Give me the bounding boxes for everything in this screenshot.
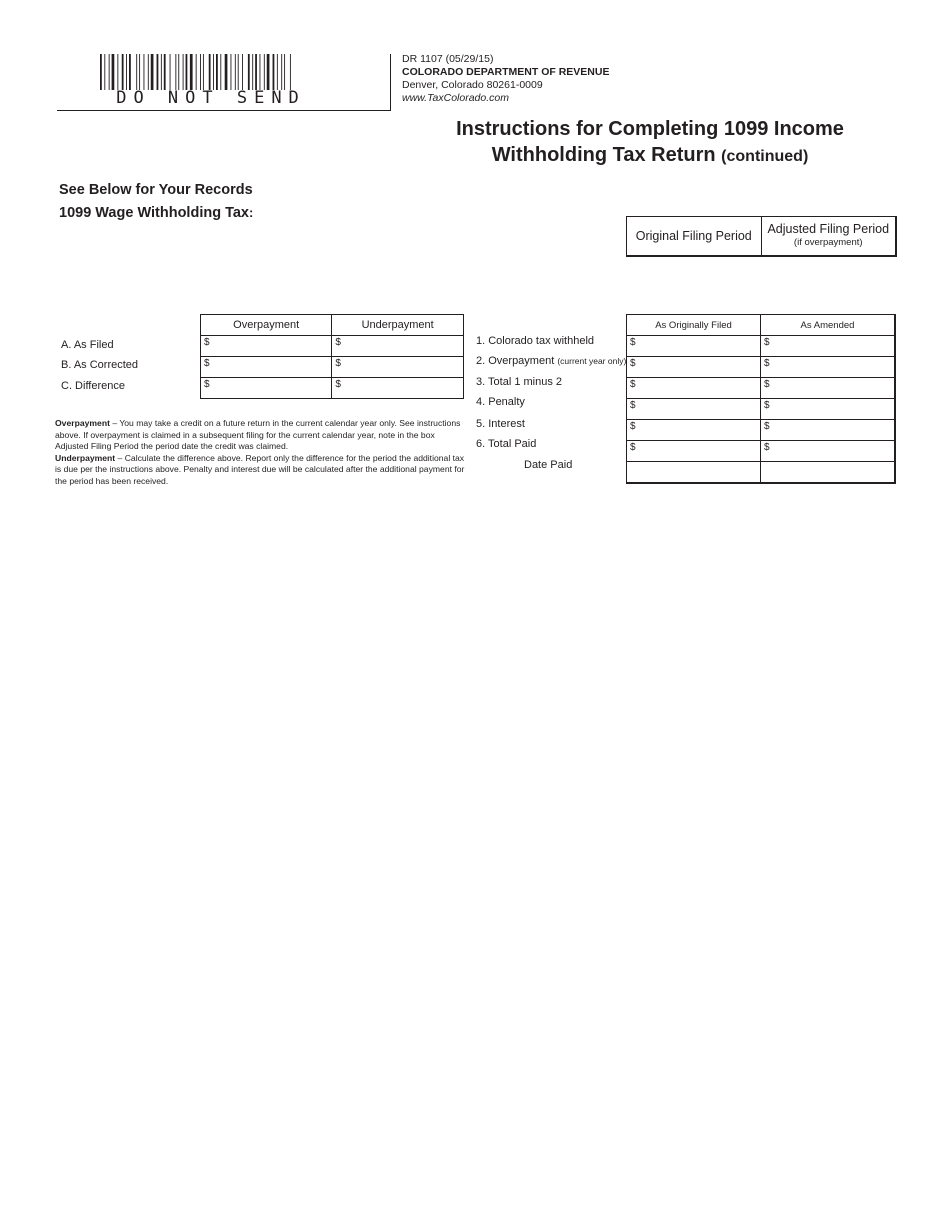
right-row-label-total-paid: 6. Total Paid xyxy=(476,438,537,450)
left-row-label-as-corrected: B. As Corrected xyxy=(61,359,139,371)
barcode-image xyxy=(100,54,322,90)
underpayment-header: Underpayment xyxy=(332,315,464,336)
table-row xyxy=(627,462,896,484)
total-amended-field[interactable]: $ xyxy=(760,378,895,399)
left-row-label-as-filed: A. As Filed xyxy=(61,339,114,351)
right-row-label-penalty: 4. Penalty xyxy=(476,396,525,408)
wage-tax-heading-colon: : xyxy=(249,205,254,220)
interest-original-field[interactable]: $ xyxy=(627,420,761,441)
title-line-2-main: Withholding Tax Return xyxy=(491,144,716,166)
difference-underpayment-field[interactable]: $ xyxy=(332,378,464,399)
title-continued: (continued) xyxy=(721,148,809,165)
department-website: www.TaxColorado.com xyxy=(402,92,509,104)
right-row-label-date-paid: Date Paid xyxy=(524,459,573,471)
as-corrected-overpayment-field[interactable]: $ xyxy=(201,357,332,378)
payment-notes xyxy=(55,418,465,488)
underpayment-note xyxy=(55,453,465,488)
table-row xyxy=(201,357,464,378)
overpayment-note-term: Overpayment xyxy=(55,418,110,428)
department-address: Denver, Colorado 80261-0009 xyxy=(402,79,543,91)
header-vertical-divider xyxy=(390,54,391,111)
table-row xyxy=(201,378,464,399)
records-heading: See Below for Your Records xyxy=(59,182,253,198)
as-originally-filed-header: As Originally Filed xyxy=(627,315,761,336)
overpayment-original-field[interactable]: $ xyxy=(627,357,761,378)
table-row xyxy=(627,336,896,357)
filing-period-box xyxy=(626,216,897,257)
total-paid-original-field[interactable]: $ xyxy=(627,441,761,462)
title-line-1: Instructions for Completing 1099 Income xyxy=(456,118,844,140)
title-line-2 xyxy=(400,142,900,170)
overpayment-amended-field[interactable]: $ xyxy=(760,357,895,378)
adjusted-filing-period-field[interactable] xyxy=(761,217,896,255)
penalty-original-field[interactable]: $ xyxy=(627,399,761,420)
underpayment-note-term: Underpayment xyxy=(55,452,116,463)
as-filed-overpayment-field[interactable]: $ xyxy=(201,336,332,357)
penalty-amended-field[interactable]: $ xyxy=(760,399,895,420)
as-corrected-underpayment-field[interactable]: $ xyxy=(332,357,464,378)
tax-withheld-original-field[interactable]: $ xyxy=(627,336,761,357)
table-header-row xyxy=(627,315,896,336)
table-row xyxy=(627,378,896,399)
table-row xyxy=(201,336,464,357)
wage-tax-heading-text: 1099 Wage Withholding Tax xyxy=(59,205,250,221)
underpayment-note-text: – Calculate the difference above. Report only the difference for the period the additional tax is due per the instructions above. Penalty and interest due will be calculated after the additional payment for the period has been received. xyxy=(55,452,465,486)
header-divider xyxy=(57,110,391,111)
right-row-label-tax-withheld: 1. Colorado tax withheld xyxy=(476,335,595,347)
page-title xyxy=(400,116,900,170)
overpayment-label-text: 2. Overpayment xyxy=(476,355,555,367)
left-row-label-difference: C. Difference xyxy=(61,380,125,392)
adjusted-filing-period-label: Adjusted Filing Period xyxy=(767,222,890,236)
overpayment-underpayment-table xyxy=(200,314,464,399)
overpayment-header: Overpayment xyxy=(201,315,332,336)
table-header-row xyxy=(201,315,464,336)
interest-amended-field[interactable]: $ xyxy=(760,420,895,441)
difference-overpayment-field[interactable]: $ xyxy=(201,378,332,399)
overpayment-label-note: (current year only) xyxy=(557,356,627,366)
right-row-label-total: 3. Total 1 minus 2 xyxy=(476,376,563,388)
right-row-label-overpayment xyxy=(476,355,626,367)
amended-return-table xyxy=(626,314,896,484)
form-info xyxy=(402,53,609,105)
date-paid-original-field[interactable] xyxy=(627,462,761,484)
table-row xyxy=(627,399,896,420)
table-row xyxy=(627,420,896,441)
total-paid-amended-field[interactable]: $ xyxy=(760,441,895,462)
original-filing-period-field[interactable] xyxy=(627,217,761,255)
adjusted-filing-period-note: (if overpayment) xyxy=(793,237,863,248)
do-not-send-label: DO NOT SEND xyxy=(116,88,306,108)
table-row xyxy=(627,441,896,462)
total-original-field[interactable]: $ xyxy=(627,378,761,399)
department-name: COLORADO DEPARTMENT OF REVENUE xyxy=(402,66,610,78)
wage-tax-heading xyxy=(59,205,253,221)
overpayment-note xyxy=(55,418,465,453)
as-amended-header: As Amended xyxy=(760,315,895,336)
form-number: DR 1107 (05/29/15) xyxy=(402,53,494,65)
as-filed-underpayment-field[interactable]: $ xyxy=(332,336,464,357)
original-filing-period-label: Original Filing Period xyxy=(635,228,752,243)
table-row xyxy=(627,357,896,378)
tax-withheld-amended-field[interactable]: $ xyxy=(760,336,895,357)
overpayment-note-text: – You may take a credit on a future return in the current calendar year only. See instructions above. If overpayment is claimed in a subsequent filing for the current calendar year, note in the box Adjusted Filing Period the period date the credit was claimed. xyxy=(55,418,461,452)
date-paid-amended-field[interactable] xyxy=(760,462,895,484)
right-row-label-interest: 5. Interest xyxy=(476,418,525,430)
